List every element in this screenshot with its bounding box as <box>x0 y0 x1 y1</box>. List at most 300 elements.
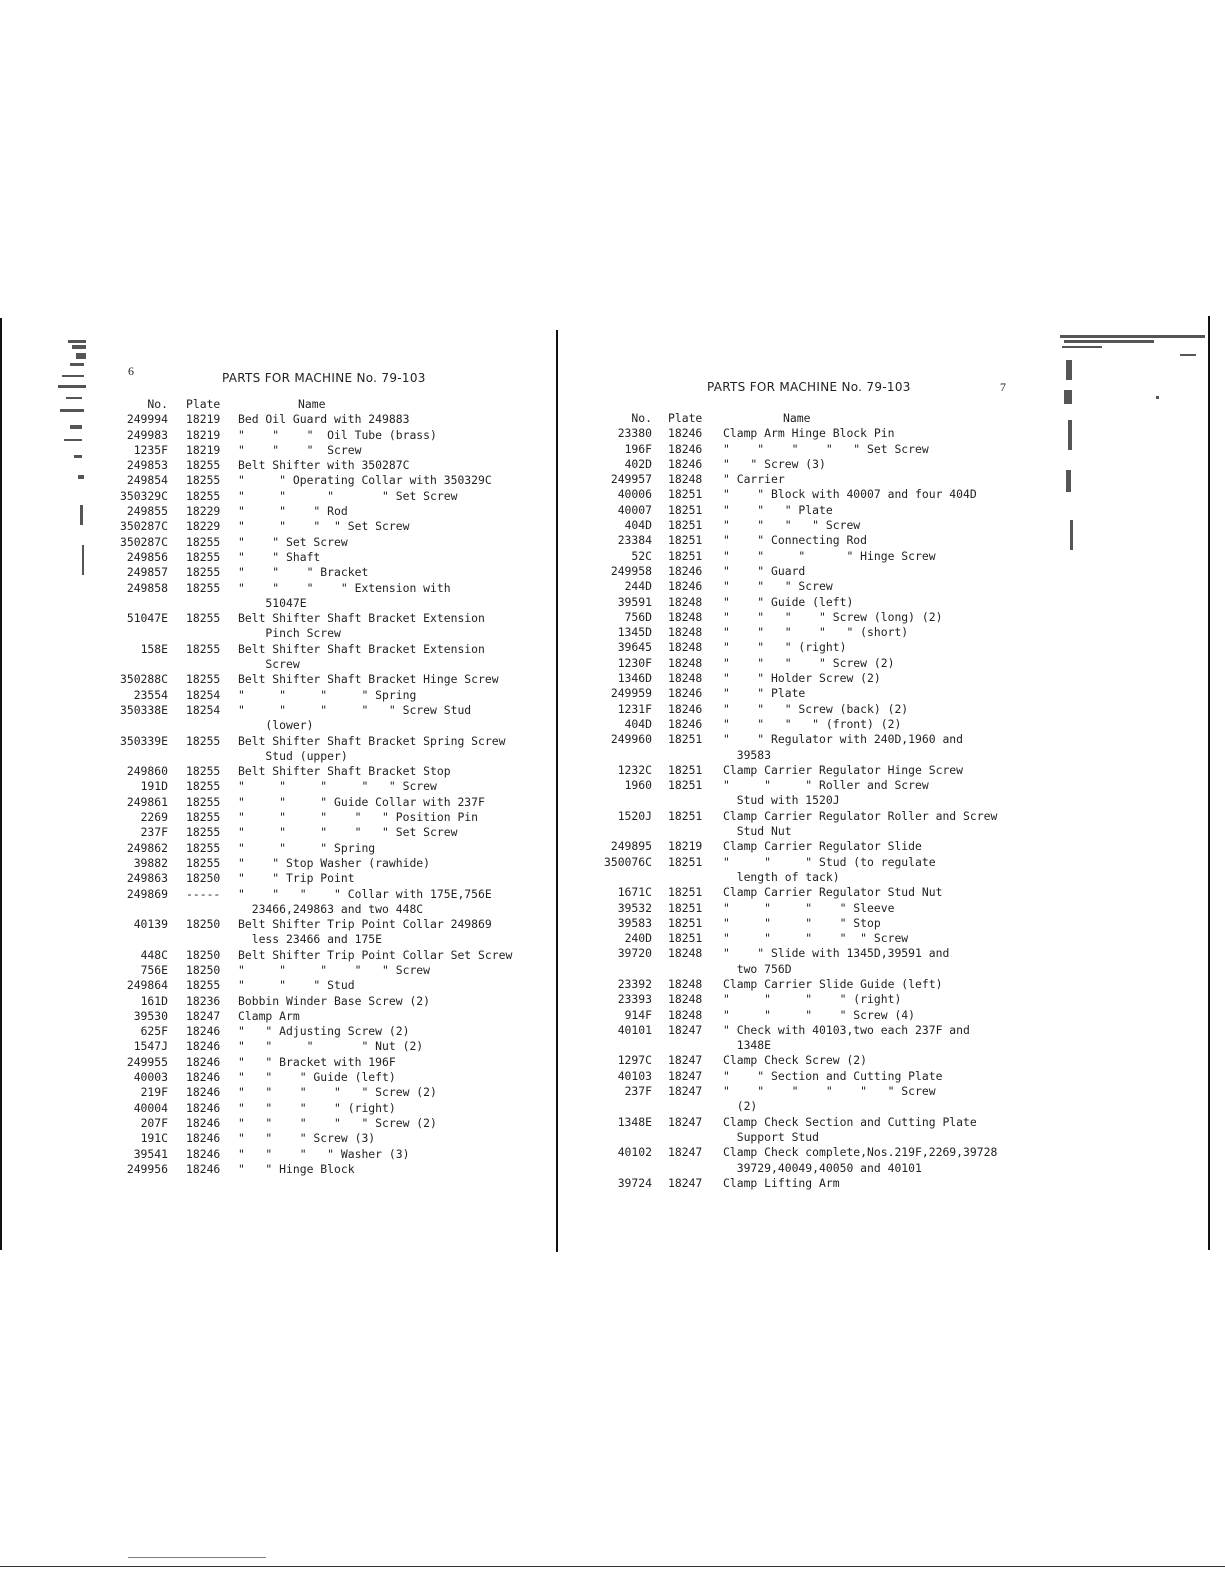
part-name: " " " " " Screw Stud <box>238 702 472 717</box>
part-number: 39882 <box>133 855 168 870</box>
table-row <box>110 519 530 534</box>
plate-number: 18248 <box>668 976 703 991</box>
part-name: " " " Roller and Screw <box>723 778 929 793</box>
table-row-continuation <box>600 793 1020 808</box>
plate-number: 18248 <box>668 594 703 609</box>
table-row <box>110 611 530 626</box>
table-row <box>600 931 1020 946</box>
table-row <box>600 1069 1020 1084</box>
part-number: 2269 <box>140 810 168 825</box>
header-no: No. <box>147 397 168 411</box>
part-number: 207F <box>140 1115 168 1130</box>
part-name: " " Regulator with 240D,1960 and <box>723 732 964 747</box>
table-row <box>110 1116 530 1131</box>
plate-number: 18251 <box>668 548 703 563</box>
plate-number: 18219 <box>186 412 221 427</box>
left-page-title: PARTS FOR MACHINE No. 79-103 <box>222 371 426 385</box>
part-name: Clamp Arm <box>238 1008 300 1023</box>
table-row <box>110 871 530 886</box>
table-row <box>110 703 530 718</box>
part-number: 40102 <box>617 1145 652 1160</box>
table-row <box>600 1008 1020 1023</box>
table-row <box>600 885 1020 900</box>
plate-number: 18255 <box>186 611 221 626</box>
part-number: 51047E <box>126 611 168 626</box>
table-row <box>600 763 1020 778</box>
plate-number: 18251 <box>668 762 703 777</box>
part-number: 240D <box>624 931 652 946</box>
table-row <box>110 994 530 1009</box>
table-row <box>110 856 530 871</box>
part-number: 196F <box>624 441 652 456</box>
part-number: 23393 <box>617 992 652 1007</box>
table-row <box>110 550 530 565</box>
part-name: " " Trip Point <box>238 871 355 886</box>
table-row <box>110 963 530 978</box>
plate-number: 18248 <box>668 1007 703 1022</box>
part-number: 350338E <box>119 702 168 717</box>
part-number: 249862 <box>126 840 168 855</box>
part-name: " " " Screw <box>723 579 833 594</box>
plate-number: 18255 <box>186 855 221 870</box>
part-name: " " " " " Position Pin <box>238 810 479 825</box>
plate-number: 18255 <box>186 825 221 840</box>
hyperlink-underline <box>128 1557 266 1558</box>
plate-number: 18251 <box>668 900 703 915</box>
part-name: " " " " " Screw (2) <box>238 1085 437 1100</box>
table-row <box>110 1131 530 1146</box>
part-number: 756E <box>140 962 168 977</box>
right-parts-table <box>600 411 1020 1191</box>
left-parts-table <box>110 397 530 1177</box>
table-row <box>110 948 530 963</box>
table-row <box>600 992 1020 1007</box>
plate-number: 18248 <box>668 625 703 640</box>
plate-number: 18255 <box>186 810 221 825</box>
table-row <box>110 978 530 993</box>
part-name: " " " " " Set Screw <box>723 441 929 456</box>
table-row-continuation <box>600 1161 1020 1176</box>
part-name: two 756D <box>723 961 792 976</box>
part-name: Stud with 1520J <box>723 793 840 808</box>
table-row <box>110 764 530 779</box>
table-row <box>110 458 530 473</box>
table-row <box>600 518 1020 533</box>
plate-number: 18251 <box>668 518 703 533</box>
part-name: Belt Shifter Shaft Bracket Spring Screw <box>238 733 506 748</box>
part-name: " " " " " Screw <box>723 931 909 946</box>
part-number: 249983 <box>126 427 168 442</box>
part-number: 249864 <box>126 978 168 993</box>
part-name: " " " (right) <box>723 640 847 655</box>
part-name: Clamp Carrier Slide Guide (left) <box>723 976 943 991</box>
part-name: " " " " Stop <box>723 915 881 930</box>
table-row-continuation <box>600 1099 1020 1114</box>
plate-number: 18246 <box>186 1039 221 1054</box>
plate-number: 18229 <box>186 519 221 534</box>
plate-number: 18254 <box>186 702 221 717</box>
header-plate: Plate <box>186 397 221 411</box>
table-row-continuation <box>110 718 530 733</box>
table-row <box>110 1070 530 1085</box>
part-name: Belt Shifter with 350287C <box>238 458 410 473</box>
plate-number: 18248 <box>668 609 703 624</box>
part-name: Belt Shifter Shaft Bracket Extension <box>238 641 485 656</box>
part-name: Pinch Screw <box>238 626 341 641</box>
part-number: 244D <box>624 579 652 594</box>
part-name: " " Hinge Block <box>238 1161 355 1176</box>
part-name: " " " " (right) <box>723 992 902 1007</box>
plate-number: 18246 <box>668 456 703 471</box>
plate-number: 18248 <box>668 472 703 487</box>
table-row <box>110 489 530 504</box>
part-name: 39583 <box>723 747 772 762</box>
plate-number: 18248 <box>668 992 703 1007</box>
table-row-continuation <box>110 932 530 947</box>
table-row <box>110 504 530 519</box>
part-number: 249895 <box>610 839 652 854</box>
part-name: (2) <box>723 1099 758 1114</box>
table-row <box>110 443 530 458</box>
table-row <box>600 579 1020 594</box>
part-name: " " Section and Cutting Plate <box>723 1068 943 1083</box>
plate-number: 18255 <box>186 488 221 503</box>
table-row <box>110 581 530 596</box>
part-number: 350076C <box>603 854 652 869</box>
plate-number: 18251 <box>668 778 703 793</box>
part-name: length of tack) <box>723 869 840 884</box>
table-row <box>600 778 1020 793</box>
part-number: 191C <box>140 1131 168 1146</box>
plate-number: 18255 <box>186 840 221 855</box>
part-number: 191D <box>140 779 168 794</box>
part-number: 350287C <box>119 519 168 534</box>
part-name: " " " " Set Screw <box>238 519 410 534</box>
part-name: " " Slide with 1345D,39591 and <box>723 946 950 961</box>
plate-number: 18229 <box>186 504 221 519</box>
part-number: 40007 <box>617 502 652 517</box>
part-name: " " " Screw (back) (2) <box>723 701 909 716</box>
plate-number: 18246 <box>186 1131 221 1146</box>
right-page-title: PARTS FOR MACHINE No. 79-103 <box>707 380 911 394</box>
plate-number: 18255 <box>186 473 221 488</box>
part-name: Belt Shifter Shaft Bracket Stop <box>238 764 451 779</box>
part-name: Belt Shifter Shaft Bracket Extension <box>238 611 485 626</box>
plate-number: 18251 <box>668 732 703 747</box>
part-number: 756D <box>624 609 652 624</box>
table-row <box>600 503 1020 518</box>
part-name: " " Plate <box>723 686 806 701</box>
plate-number: 18251 <box>668 854 703 869</box>
table-row <box>600 839 1020 854</box>
part-number: 249960 <box>610 732 652 747</box>
part-name: " " " " Sleeve <box>723 900 895 915</box>
part-name: Clamp Check Screw (2) <box>723 1053 868 1068</box>
left-page-edge <box>0 318 2 1250</box>
table-row <box>110 1085 530 1100</box>
table-row-continuation <box>600 748 1020 763</box>
bottom-rule <box>0 1566 1225 1567</box>
part-name: " " Holder Screw (2) <box>723 671 881 686</box>
plate-number: 18248 <box>668 946 703 961</box>
part-name: " " " " Screw <box>723 518 861 533</box>
part-name: (lower) <box>238 718 314 733</box>
part-name: " " " " " Screw (2) <box>238 1115 437 1130</box>
part-name: " " Adjusting Screw (2) <box>238 1024 410 1039</box>
table-row <box>600 610 1020 625</box>
part-name: Screw <box>238 657 300 672</box>
part-name: " " " " " Screw <box>238 962 431 977</box>
part-number: 1231F <box>617 701 652 716</box>
plate-number: 18255 <box>186 733 221 748</box>
plate-number: 18255 <box>186 764 221 779</box>
part-name: " " Stop Washer (rawhide) <box>238 855 431 870</box>
table-row <box>110 825 530 840</box>
part-name: " " " Spring <box>238 840 376 855</box>
plate-number: 18219 <box>668 839 703 854</box>
part-name: " " " Rod <box>238 504 348 519</box>
plate-number: 18247 <box>186 1008 221 1023</box>
plate-number: 18251 <box>668 885 703 900</box>
part-name: " " Bracket with 196F <box>238 1054 396 1069</box>
table-row <box>600 472 1020 487</box>
table-row <box>600 671 1020 686</box>
part-name: " " " " Screw (2) <box>723 655 895 670</box>
plate-number: 18251 <box>668 915 703 930</box>
part-name: " " " " " " Screw <box>723 1084 936 1099</box>
part-name: 51047E <box>238 595 307 610</box>
part-number: 39591 <box>617 594 652 609</box>
part-name: " " " " Hinge Screw <box>723 548 936 563</box>
table-row <box>600 901 1020 916</box>
plate-number: 18246 <box>186 1024 221 1039</box>
header-name: Name <box>783 411 811 425</box>
part-number: 249857 <box>126 565 168 580</box>
part-name: " " " " " (short) <box>723 625 909 640</box>
table-row <box>110 473 530 488</box>
table-row-continuation <box>600 1038 1020 1053</box>
part-name: Stud (upper) <box>238 748 348 763</box>
part-number: 40004 <box>133 1100 168 1115</box>
part-name: " " " Screw <box>238 442 362 457</box>
plate-number: 18247 <box>668 1114 703 1129</box>
table-row <box>600 1145 1020 1160</box>
plate-number: 18246 <box>668 716 703 731</box>
plate-number: 18255 <box>186 580 221 595</box>
part-name: Clamp Carrier Regulator Stud Nut <box>723 885 943 900</box>
part-number: 249861 <box>126 794 168 809</box>
part-name: Belt Shifter Trip Point Collar Set Screw <box>238 947 513 962</box>
part-name: " " Connecting Rod <box>723 533 868 548</box>
part-name: " " " " Spring <box>238 687 417 702</box>
table-row <box>110 688 530 703</box>
part-name: " " Operating Collar with 350329C <box>238 473 492 488</box>
part-number: 404D <box>624 518 652 533</box>
part-name: " " " Oil Tube (brass) <box>238 427 437 442</box>
plate-number: 18250 <box>186 917 221 932</box>
table-row <box>110 672 530 687</box>
table-row <box>600 457 1020 472</box>
part-number: 237F <box>140 825 168 840</box>
table-row <box>110 1009 530 1024</box>
plate-number: 18255 <box>186 458 221 473</box>
plate-number: 18255 <box>186 794 221 809</box>
part-name: " " " Screw (3) <box>238 1131 376 1146</box>
part-name: " " " " Washer (3) <box>238 1146 410 1161</box>
part-name: " " " Guide (left) <box>238 1070 396 1085</box>
table-row <box>600 640 1020 655</box>
table-row <box>600 916 1020 931</box>
plate-number: ----- <box>186 886 221 901</box>
part-number: 249955 <box>126 1054 168 1069</box>
part-name: 23466,249863 and two 448C <box>238 901 424 916</box>
table-row <box>600 1084 1020 1099</box>
part-number: 350288C <box>119 672 168 687</box>
plate-number: 18247 <box>668 1084 703 1099</box>
part-name: less 23466 and 175E <box>238 932 383 947</box>
part-name: Clamp Carrier Regulator Slide <box>723 839 922 854</box>
table-row <box>110 1039 530 1054</box>
table-row <box>600 732 1020 747</box>
part-number: 625F <box>140 1024 168 1039</box>
part-number: 404D <box>624 716 652 731</box>
plate-number: 18255 <box>186 641 221 656</box>
table-row <box>600 625 1020 640</box>
part-name: Clamp Check Section and Cutting Plate <box>723 1114 977 1129</box>
plate-number: 18246 <box>186 1054 221 1069</box>
table-row <box>110 887 530 902</box>
scan-speckle-right <box>1060 330 1210 570</box>
table-row <box>600 487 1020 502</box>
table-row <box>110 535 530 550</box>
part-name: 1348E <box>723 1038 772 1053</box>
part-name: Belt Shifter Shaft Bracket Hinge Screw <box>238 672 499 687</box>
table-row <box>600 564 1020 579</box>
plate-number: 18247 <box>668 1175 703 1190</box>
table-row <box>600 702 1020 717</box>
table-row <box>600 595 1020 610</box>
plate-number: 18251 <box>668 487 703 502</box>
table-row-continuation <box>600 870 1020 885</box>
plate-number: 18255 <box>186 779 221 794</box>
plate-number: 18255 <box>186 978 221 993</box>
plate-number: 18251 <box>668 931 703 946</box>
part-number: 402D <box>624 456 652 471</box>
plate-number: 18246 <box>668 701 703 716</box>
part-number: 249854 <box>126 473 168 488</box>
page-gutter <box>556 330 558 1252</box>
table-header <box>110 397 530 412</box>
plate-number: 18251 <box>668 533 703 548</box>
header-no: No. <box>631 411 652 425</box>
table-row <box>600 656 1020 671</box>
table-row-continuation <box>110 749 530 764</box>
part-number: 39583 <box>617 915 652 930</box>
plate-number: 18246 <box>668 441 703 456</box>
part-number: 161D <box>140 993 168 1008</box>
table-row <box>600 533 1020 548</box>
part-name: Clamp Carrier Regulator Hinge Screw <box>723 762 964 777</box>
part-number: 1232C <box>617 762 652 777</box>
table-row <box>600 1115 1020 1130</box>
part-number: 39541 <box>133 1146 168 1161</box>
part-number: 23380 <box>617 426 652 441</box>
part-name: " " " Stud (to regulate <box>723 854 936 869</box>
plate-number: 18250 <box>186 947 221 962</box>
part-number: 23554 <box>133 687 168 702</box>
part-name: " " Guard <box>723 563 806 578</box>
part-number: 39530 <box>133 1008 168 1023</box>
part-name: Support Stud <box>723 1129 820 1144</box>
part-number: 249860 <box>126 764 168 779</box>
part-name: Clamp Check complete,Nos.219F,2269,39728 <box>723 1145 998 1160</box>
part-name: Bed Oil Guard with 249883 <box>238 412 410 427</box>
part-number: 219F <box>140 1085 168 1100</box>
part-name: " " " Bracket <box>238 565 369 580</box>
plate-number: 18246 <box>668 686 703 701</box>
part-number: 249856 <box>126 549 168 564</box>
table-row <box>600 426 1020 441</box>
plate-number: 18219 <box>186 427 221 442</box>
part-number: 39724 <box>617 1175 652 1190</box>
part-number: 23384 <box>617 533 652 548</box>
plate-number: 18219 <box>186 442 221 457</box>
part-number: 249863 <box>126 871 168 886</box>
part-number: 1345D <box>617 625 652 640</box>
part-number: 40103 <box>617 1068 652 1083</box>
table-row <box>110 779 530 794</box>
plate-number: 18251 <box>668 502 703 517</box>
part-number: 1346D <box>617 671 652 686</box>
plate-number: 18254 <box>186 687 221 702</box>
part-number: 249853 <box>126 458 168 473</box>
plate-number: 18246 <box>186 1085 221 1100</box>
table-row <box>110 412 530 427</box>
plate-number: 18246 <box>186 1161 221 1176</box>
table-row <box>110 1162 530 1177</box>
part-number: 158E <box>140 641 168 656</box>
header-plate: Plate <box>668 411 703 425</box>
part-number: 249956 <box>126 1161 168 1176</box>
scan-speckle-left <box>40 335 95 595</box>
plate-number: 18255 <box>186 534 221 549</box>
table-row <box>110 795 530 810</box>
part-name: " " Set Screw <box>238 534 348 549</box>
part-name: " " Block with 40007 and four 404D <box>723 487 977 502</box>
plate-number: 18250 <box>186 962 221 977</box>
part-number: 350287C <box>119 534 168 549</box>
part-number: 52C <box>631 548 652 563</box>
table-row <box>600 686 1020 701</box>
part-number: 39532 <box>617 900 652 915</box>
part-number: 40006 <box>617 487 652 502</box>
part-number: 448C <box>140 947 168 962</box>
part-name: " " " " Screw (long) (2) <box>723 609 943 624</box>
left-page-number: 6 <box>128 364 134 378</box>
part-name: " " " " " Set Screw <box>238 825 458 840</box>
part-number: 249957 <box>610 472 652 487</box>
table-row <box>110 1101 530 1116</box>
table-row-continuation <box>110 596 530 611</box>
plate-number: 18246 <box>668 563 703 578</box>
plate-number: 18251 <box>668 808 703 823</box>
table-row <box>110 734 530 749</box>
part-number: 23392 <box>617 976 652 991</box>
table-row <box>600 442 1020 457</box>
table-row <box>110 1055 530 1070</box>
table-row <box>600 717 1020 732</box>
table-row <box>600 1053 1020 1068</box>
